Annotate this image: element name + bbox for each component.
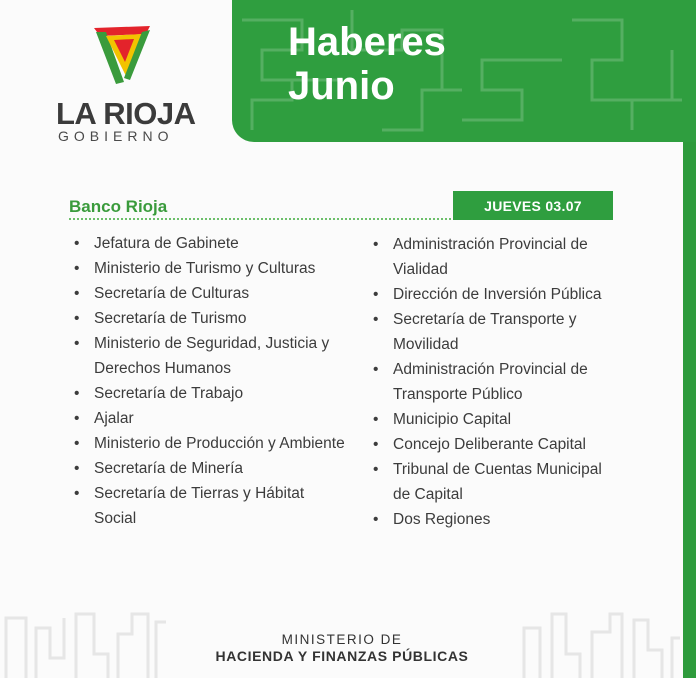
page-title — [288, 22, 446, 106]
ministry-line-1: MINISTERIO DE — [281, 632, 403, 647]
list-item: • Ministerio de Seguridad, Justicia y Derechos Humanos — [70, 331, 350, 381]
list-item: • Dos Regiones — [369, 507, 619, 532]
dotted-divider — [69, 218, 455, 220]
date-badge: JUEVES 03.07 — [453, 191, 613, 220]
title-line-1: Haberes — [288, 20, 446, 64]
list-item: • Secretaría de Minería — [70, 456, 350, 481]
list-item: • Tribunal de Cuentas Municipal de Capital — [369, 457, 619, 507]
list-item: • Ministerio de Producción y Ambiente — [70, 431, 350, 456]
list-item: • Secretaría de Tierras y Hábitat Social — [70, 481, 350, 531]
right-accent-stripe — [683, 140, 696, 678]
ministry-footer — [186, 632, 498, 665]
government-logo — [56, 24, 196, 144]
left-organization-list — [70, 231, 350, 531]
bank-name: Banco Rioja — [69, 197, 168, 216]
right-organization-list — [369, 232, 619, 532]
footer-pattern-right — [518, 605, 683, 678]
list-item: • Concejo Deliberante Capital — [369, 432, 619, 457]
list-item: • Municipio Capital — [369, 407, 619, 432]
list-item: • Administración Provincial de Transporte Público — [369, 357, 619, 407]
list-item: • Secretaría de Culturas — [70, 281, 350, 306]
list-item: • Dirección de Inversión Pública — [369, 282, 619, 307]
la-rioja-emblem-icon — [92, 24, 152, 88]
footer-pattern-left — [0, 605, 170, 678]
list-item: • Administración Provincial de Vialidad — [369, 232, 619, 282]
logo-name: LA RIOJA — [56, 96, 196, 131]
header-banner — [232, 0, 696, 142]
list-item: • Ministerio de Turismo y Culturas — [70, 256, 350, 281]
list-item: • Secretaría de Transporte y Movilidad — [369, 307, 619, 357]
title-line-2: Junio — [288, 64, 395, 108]
list-item: • Secretaría de Trabajo — [70, 381, 350, 406]
list-item: • Ajalar — [70, 406, 350, 431]
logo-subtitle: GOBIERNO — [58, 128, 174, 144]
list-item: • Secretaría de Turismo — [70, 306, 350, 331]
list-item: • Jefatura de Gabinete — [70, 231, 350, 256]
ministry-line-2: HACIENDA Y FINANZAS PÚBLICAS — [215, 648, 469, 664]
